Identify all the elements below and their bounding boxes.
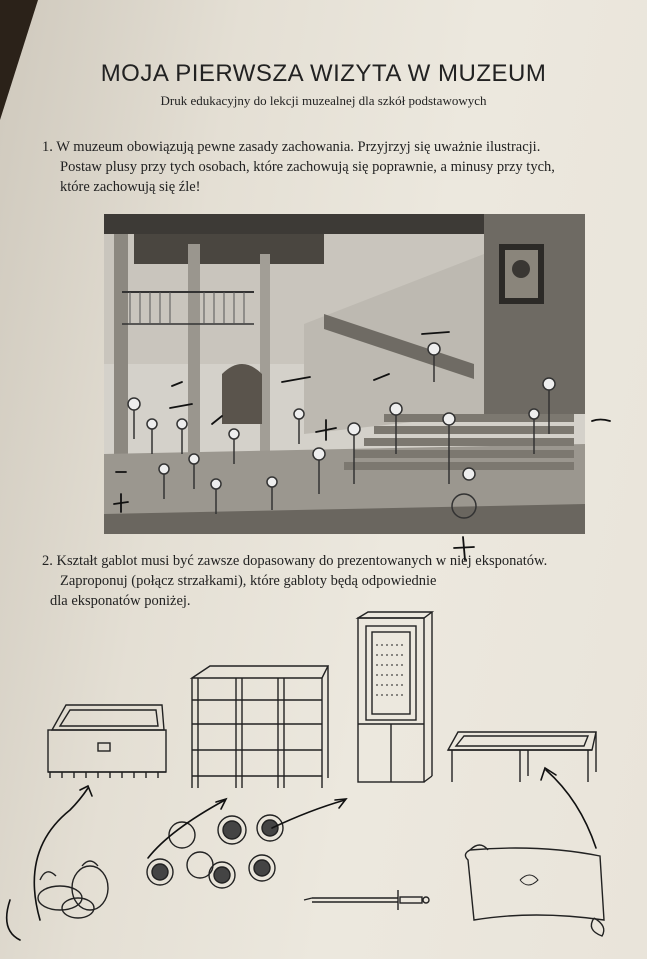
- pottery-exhibit: [38, 861, 108, 918]
- scroll-exhibit: [465, 845, 604, 936]
- table-display-case: [448, 732, 596, 782]
- task-2-line: dla eksponatów poniżej.: [50, 593, 191, 609]
- medallions-exhibit: [147, 815, 283, 888]
- page-subtitle: Druk edukacyjny do lekcji muzealnej dla szkół podstawowych: [160, 93, 487, 108]
- task-1-line: które zachowują się źle!: [60, 179, 201, 195]
- tall-display-case: [358, 612, 432, 782]
- chest-display-case: [48, 705, 166, 778]
- shelf-display-case: [192, 666, 328, 788]
- student-arrows: [7, 768, 596, 940]
- task-2-line: 2. Kształt gablot musi być zawsze dopasowany do prezentowanych w niej eksponatów.: [42, 553, 548, 569]
- task-1-line: Postaw plusy przy tych osobach, które zachowują się poprawnie, a minusy przy tych,: [60, 159, 555, 175]
- sword-exhibit: [304, 890, 429, 910]
- task-2-line: Zaproponuj (połącz strzałkami), które gabloty będą odpowiednie: [60, 573, 437, 589]
- exhibit-drawings: [0, 600, 647, 959]
- page-title: MOJA PIERWSZA WIZYTA W MUZEUM: [100, 60, 547, 87]
- task-1-line: 1. W muzeum obowiązują pewne zasady zachowania. Przyjrzyj się uważnie ilustracji.: [42, 139, 541, 155]
